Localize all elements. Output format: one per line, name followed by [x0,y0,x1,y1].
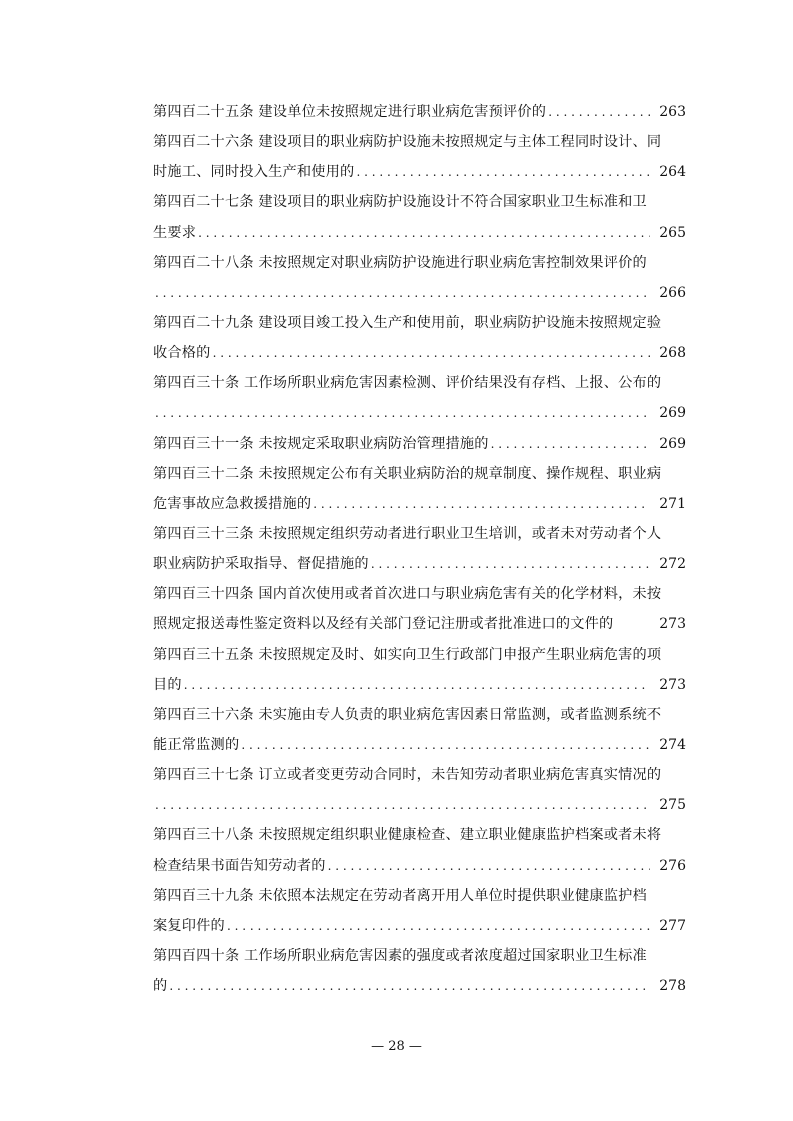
toc-entry-text: 第四百二十五条 建设单位未按照规定进行职业病危害预评价的 [153,104,547,120]
toc-entry-text: 目的 [153,676,182,693]
toc-entry-line [153,127,686,157]
toc-entry-text: 时施工、同时投入生产和使用的 [153,164,355,181]
toc-page-number: 266 [659,284,686,301]
toc-leader-dots [153,278,650,308]
page-number: — 28 — [371,1039,422,1054]
toc-page-number: 271 [659,495,686,512]
toc-entry-text: 职业病防护采取指导、督促措施的 [153,556,369,573]
toc-entry-text: 第四百三十五条 未按照规定及时、如实向卫生行政部门申报产生职业病危害的项 [153,646,662,663]
toc-entry-line [153,941,686,971]
toc-entry-final-line[interactable] [153,338,686,368]
toc-entry-final-line[interactable] [153,670,686,700]
toc-entry-final-line[interactable] [153,429,686,459]
toc-entry-text: 第四百三十二条 未按照规定公布有关职业病防治的规章制度、操作规程、职业病 [153,465,662,482]
toc-page-number: 268 [659,345,686,362]
toc-entry-text: 第四百三十八条 未按照规定组织职业健康检查、建立职业健康监护档案或者未将 [153,827,662,844]
toc-leader-dots [153,790,650,820]
toc-leader-dots [369,549,650,579]
toc-entry-final-line[interactable] [153,489,686,519]
toc-page-number: 264 [659,164,686,181]
toc-entry-text: 收合格的 [153,345,211,362]
toc-entry-text: 第四百三十四条 国内首次使用或者首次进口与职业病危害有关的化学材料，未按 [153,586,662,603]
toc-entry-text: 第四百二十六条 建设项目的职业病防护设施未按照规定与主体工程同时设计、同 [153,134,662,151]
toc-entry-text: 第四百三十三条 未按照规定组织劳动者进行职业卫生培训，或者未对劳动者个人 [153,525,662,542]
toc-page-number: 277 [659,917,686,934]
toc-entry-line [153,579,686,609]
toc-entry-text: 第四百三十六条 未实施由专人负责的职业病危害因素日常监测，或者监测系统不 [153,706,662,723]
toc-page-number: 274 [659,736,686,753]
toc-leader-dots [196,218,650,248]
toc-entry-final-line[interactable] [153,790,686,820]
toc-entry-text: 检查结果书面告知劳动者的 [153,857,326,874]
toc-leader-dots [311,489,650,519]
toc-entry-text: 生要求 [153,224,197,241]
toc-leader-dots [489,429,650,459]
toc-page-number: 275 [659,797,686,814]
toc-leader-dots [354,157,650,187]
toc-entry-text: 第四百三十一条 未按规定采取职业病防治管理措施的 [153,435,489,452]
toc-entry-text: 第四百二十八条 未按照规定对职业病防护设施进行职业病危害控制效果评价的 [153,254,647,271]
toc-entry-final-line[interactable] [153,851,686,881]
toc-entry-text: 照规定报送毒性鉴定资料以及经有关部门登记注册或者批准进口的文件的 [153,616,614,633]
toc-entry-final-line[interactable] [153,278,686,308]
toc-leader-dots [239,730,650,760]
toc-entry-text: 第四百三十七条 订立或者变更劳动合同时，未告知劳动者职业病危害真实情况的 [153,767,662,784]
toc-entry-text: 第四百二十九条 建设项目竣工投入生产和使用前，职业病防护设施未按照规定验 [153,314,662,331]
toc-entry-text: 的 [153,978,168,995]
toc-entry-line [153,820,686,850]
toc-page-number: 276 [659,857,686,874]
toc-entry-final-line[interactable] [153,97,686,127]
toc-entry-line [153,187,686,217]
toc-page-number: 269 [659,405,686,422]
toc-leader-dots [546,97,650,127]
toc-entry-final-line[interactable] [153,911,686,941]
toc-leader-dots [225,911,650,941]
toc-entry-line [153,248,686,278]
toc-entry-line [153,881,686,911]
toc-entry-final-line[interactable] [153,157,686,187]
toc-leader-dots [211,338,650,368]
toc-leader-dots [182,670,650,700]
toc-entry-text: 能正常监测的 [153,736,240,753]
toc-page-number: 278 [659,978,686,995]
toc-entry-line [153,459,686,489]
toc-leader-dots [153,398,650,428]
toc-entry-line [153,640,686,670]
toc-entry-line [153,368,686,398]
toc-page-number: 273 [659,676,686,693]
toc-page-number: 265 [659,224,686,241]
toc-entry-text: 危害事故应急救援措施的 [153,495,312,512]
toc-entry-final-line[interactable] [153,971,686,1001]
toc-entry-text: 第四百三十九条 未依照本法规定在劳动者离开用人单位时提供职业健康监护档 [153,887,647,904]
toc-entry-final-line[interactable] [153,730,686,760]
toc-entry-line [153,700,686,730]
toc-entry-final-line[interactable] [153,218,686,248]
toc-page-number: 269 [659,435,686,452]
toc-entry-text: 第四百三十条 工作场所职业病危害因素检测、评价结果没有存档、上报、公布的 [153,375,662,392]
table-of-contents [153,97,686,1001]
toc-leader-dots [167,971,650,1001]
toc-entry-text: 第四百二十七条 建设项目的职业病防护设施设计不符合国家职业卫生标准和卫 [153,194,647,211]
toc-entry-final-line[interactable] [153,609,686,639]
toc-entry-line [153,519,686,549]
toc-page-number: 263 [659,104,686,120]
toc-page-number: 272 [659,556,686,573]
toc-entry-final-line[interactable] [153,398,686,428]
toc-page-number: 273 [659,616,686,633]
toc-entry-final-line[interactable] [153,549,686,579]
toc-leader-dots [326,851,650,881]
toc-entry-text: 案复印件的 [153,917,225,934]
toc-entry-line [153,760,686,790]
toc-entry-line [153,308,686,338]
toc-entry-text: 第四百四十条 工作场所职业病危害因素的强度或者浓度超过国家职业卫生标准 [153,947,647,964]
